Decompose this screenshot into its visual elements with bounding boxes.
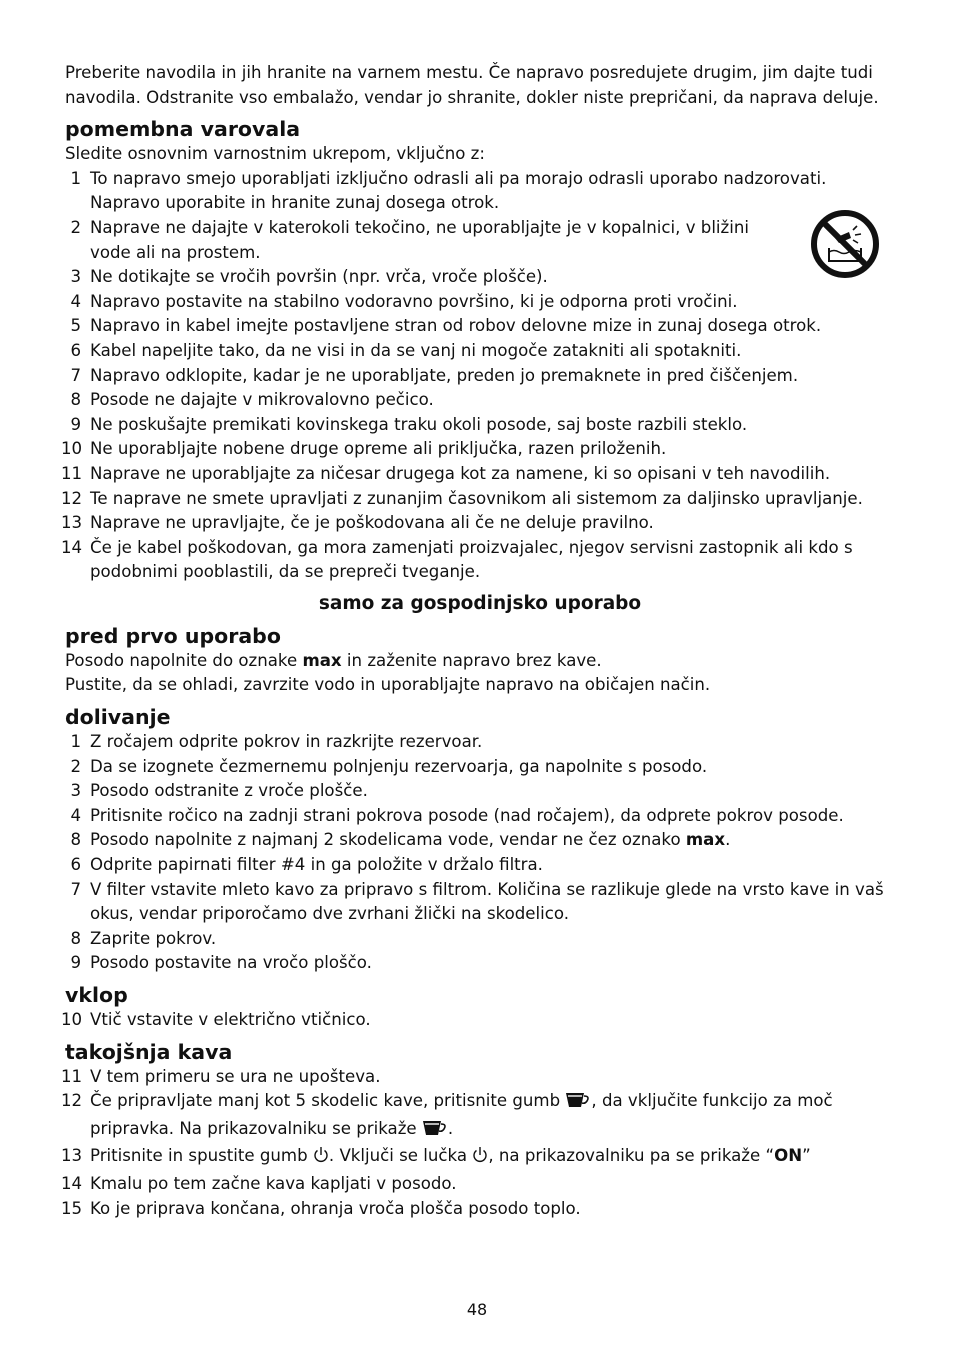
first-use-line-1: Posodo napolnite do oznake max in zaženite napravo brez kave. — [65, 650, 602, 670]
list-item: 12 Če pripravljate manj kot 5 skodelic kave, pritisnite gumb , da vključite funkcijo za moč pripravka. Na prikazovalniku se prikaže . — [65, 1089, 895, 1144]
first-use-heading: pred prvo uporabo — [65, 623, 281, 648]
first-use-line-2: Pustite, da se ohladi, zavrzite vodo in uporabljajte napravo na običajen način. — [65, 675, 711, 695]
list-item: 8 Posode ne dajajte v mikrovalovno pečico. — [70, 390, 434, 410]
list-item: 10 Ne uporabljajte nobene druge opreme ali priključka, razen priloženih. — [61, 439, 667, 459]
list-item: 4 Pritisnite ročico na zadnji strani pokrova posode (nad ročajem), da odprete pokrov posode. — [70, 805, 844, 825]
page-number: 48 — [466, 1300, 488, 1319]
list-item: 2 Naprave ne dajajte v katerokoli tekočino, ne uporabljajte je v kopalnici, v bližini vode ali na prostem. — [70, 217, 749, 262]
list-item: 1 To napravo smejo uporabljati izključno odrasli ali pa morajo odrasli uporabo nadzorovati. Napravo uporabite in hranite zunaj dosega otrok. — [70, 168, 827, 213]
list-item: 9 Posodo postavite na vročo ploščo. — [70, 953, 372, 973]
list-item: 3 Ne dotikajte se vročih površin (npr. vrča, vroče plošče). — [70, 267, 548, 287]
intro-text: Preberite navodila in jih hranite na varnem mestu. Če napravo posredujete drugim, jim dajte tudi navodila. Odstranite vso embalažo, vendar jo shranite, dokler niste prepričani, da naprava deluje. — [65, 63, 879, 107]
list-item: 11 V tem primeru se ura ne upošteva. — [61, 1066, 381, 1086]
safety-heading: pomembna varovala — [65, 117, 301, 142]
list-item: 3 Posodo odstranite z vroče plošče. — [70, 781, 368, 801]
list-item: 13 Pritisnite in spustite gumb . Vključi se lučka , na prikazovalniku pa se prikaže “ON” — [65, 1144, 895, 1172]
strength-cup-icon — [422, 1119, 448, 1145]
list-item: 13 Naprave ne upravljajte, če je poškodovana ali če ne deluje pravilno. — [61, 513, 654, 533]
list-item: 15 Ko je priprava končana, ohranja vroča plošča posodo toplo. — [61, 1198, 581, 1218]
list-item: 9 Ne poskušajte premikati kovinskega traku okoli posode, saj boste razbili steklo. — [70, 414, 748, 434]
list-item: 6 Odprite papirnati filter #4 in ga položite v držalo filtra. — [70, 855, 543, 875]
strength-cup-icon — [565, 1091, 591, 1117]
instant-coffee-list — [61, 1065, 895, 1222]
list-item: 4 Napravo postavite na stabilno vodoravno površino, ki je odporna proti vročini. — [70, 291, 738, 311]
manual-page — [61, 61, 895, 1221]
refill-heading: dolivanje — [65, 705, 171, 730]
list-item: 14 Kmalu po tem začne kava kapljati v posodo. — [61, 1173, 457, 1193]
safety-lead: Sledite osnovnim varnostnim ukrepom, vključno z: — [65, 144, 485, 164]
no-water-immersion-icon — [809, 208, 881, 280]
refill-list — [65, 730, 895, 976]
instant-coffee-heading: takojšnja kava — [65, 1039, 233, 1064]
list-item: 11 Naprave ne uporabljajte za ničesar drugega kot za namene, ki so opisani v teh navodilih. — [61, 463, 831, 483]
power-heading: vklop — [65, 983, 128, 1007]
power-list — [61, 1008, 895, 1033]
list-item: 14 Če je kabel poškodovan, ga mora zamenjati proizvajalec, njegov servisni zastopnik ali kdo s podobnimi pooblastili, da se prepreči tveganje. — [61, 537, 853, 582]
list-item: 7 Napravo odklopite, kadar je ne uporabljate, preden jo premaknete in pred čiščenjem. — [70, 365, 799, 385]
list-item: 8 Zaprite pokrov. — [70, 928, 217, 948]
power-icon — [313, 1146, 329, 1172]
list-item: 5 Napravo in kabel imejte postavljene stran od robov delovne mize in zunaj dosega otrok. — [70, 316, 822, 336]
list-item: 8 Posodo napolnite z najmanj 2 skodelicama vode, vendar ne čez oznako max. — [70, 830, 731, 850]
list-item: 12 Te naprave ne smete upravljati z zunanjim časovnikom ali sistemom za daljinsko upravljanje. — [61, 488, 863, 508]
list-item: 2 Da se izognete čezmernemu polnjenju rezervoarja, ga napolnite s posodo. — [70, 756, 708, 776]
household-use-notice: samo za gospodinjsko uporabo — [318, 592, 642, 614]
list-item: 10 Vtič vstavite v električno vtičnico. — [61, 1010, 371, 1029]
list-item: 7 V filter vstavite mleto kavo za pripravo s filtrom. Količina se razlikuje glede na vrsto kave in vaš okus, vendar priporočamo dve zvrhani žlički na skodelico. — [70, 879, 884, 924]
power-icon — [472, 1146, 488, 1172]
safety-list — [61, 167, 895, 585]
list-item: 1 Z ročajem odprite pokrov in razkrijte rezervoar. — [70, 732, 483, 752]
list-item: 6 Kabel napeljite tako, da ne visi in da se vanj ni mogoče zatakniti ali spotakniti. — [70, 340, 742, 360]
